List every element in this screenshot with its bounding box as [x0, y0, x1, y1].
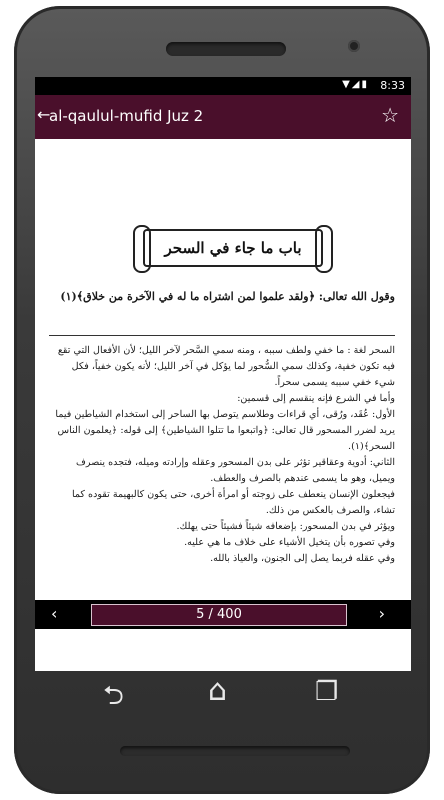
paragraph: ويؤثر في بدن المسحور: بإضعافه شيئاً فشيئاً حتى يهلك. — [176, 521, 395, 532]
system-back-icon[interactable]: ⮌ — [103, 681, 124, 711]
page-indicator[interactable]: 5 / 400 — [91, 604, 347, 626]
status-time: 8:33 — [380, 79, 405, 92]
status-bar — [35, 77, 411, 95]
app-title: al-qaulul-mufid Juz 2 — [49, 107, 204, 125]
front-camera — [348, 40, 360, 52]
previous-page-button[interactable]: ‹ — [51, 604, 58, 623]
divider — [49, 335, 395, 336]
paragraph: السحر لغة : ما خفي ولطف سببه ، ومنه سمي السَّحر لآخر الليل؛ لأن الأفعال التي تقع فيه تكون خفية، وكذلك سمي السُّحور لما يؤكل في آخر الليل؛ لأنه يكون خفياً، فكل شيء خفي سببه يسمى سحراً. — [57, 345, 395, 388]
paragraph: الثاني: أدوية وعقاقير تؤثر على بدن المسحور وعقله وإرادته وميله، فتجده ينصرف ويميل، وهو ما يسمى عندهم بالصرف والعطف. — [75, 457, 395, 484]
star-icon[interactable]: ☆ — [381, 103, 399, 127]
paragraph: الأول: عُقَد، ورُقى، أي قراءات وطلاسم يتوصل بها الساحر إلى استخدام الشياطين فيما يريد لضرر المسحور قال تعالى: ﴿واتبعوا ما تتلوا الشياطين﴾ إلى قوله: ﴿يعلمون الناس السحر﴾(١). — [55, 409, 395, 452]
status-icons: ▼◢▮ — [342, 79, 369, 90]
chapter-title: باب ما جاء في السحر — [164, 239, 302, 257]
paragraph: وفي عقله فربما يصل إلى الجنون، والعياذ بالله. — [210, 553, 395, 564]
paragraph: وفي تصوره بأن يتخيل الأشياء على خلاف ما هي عليه. — [184, 537, 395, 548]
next-page-button[interactable]: › — [378, 604, 385, 623]
bottom-blank-area — [35, 629, 411, 671]
device-screen — [35, 77, 411, 671]
page-body — [49, 343, 395, 567]
page-navigation-bar — [35, 600, 411, 629]
back-arrow-icon[interactable]: ← — [37, 105, 51, 124]
paragraph: فيجعلون الإنسان ينعطف على زوجته أو امرأة أخرى، حتى يكون كالبهيمة تقوده كما تشاء، والصرف بالعكس من ذلك. — [71, 489, 395, 516]
system-home-icon[interactable]: ⌂ — [208, 673, 228, 708]
verse-intro: وقول الله تعالى: ﴿ولقد علموا لمن اشتراه ما له في الآخرة من خلاق﴾(١) — [60, 290, 395, 303]
bottom-speaker — [120, 746, 350, 756]
paragraph: وأما في الشرع فإنه ينقسم إلى قسمين: — [237, 393, 395, 404]
chapter-header-frame — [143, 229, 323, 267]
app-bar — [35, 95, 411, 139]
system-recents-icon[interactable]: ❐ — [315, 677, 339, 707]
book-page — [35, 139, 411, 600]
earpiece-speaker — [166, 42, 286, 56]
system-navigation — [35, 671, 411, 721]
